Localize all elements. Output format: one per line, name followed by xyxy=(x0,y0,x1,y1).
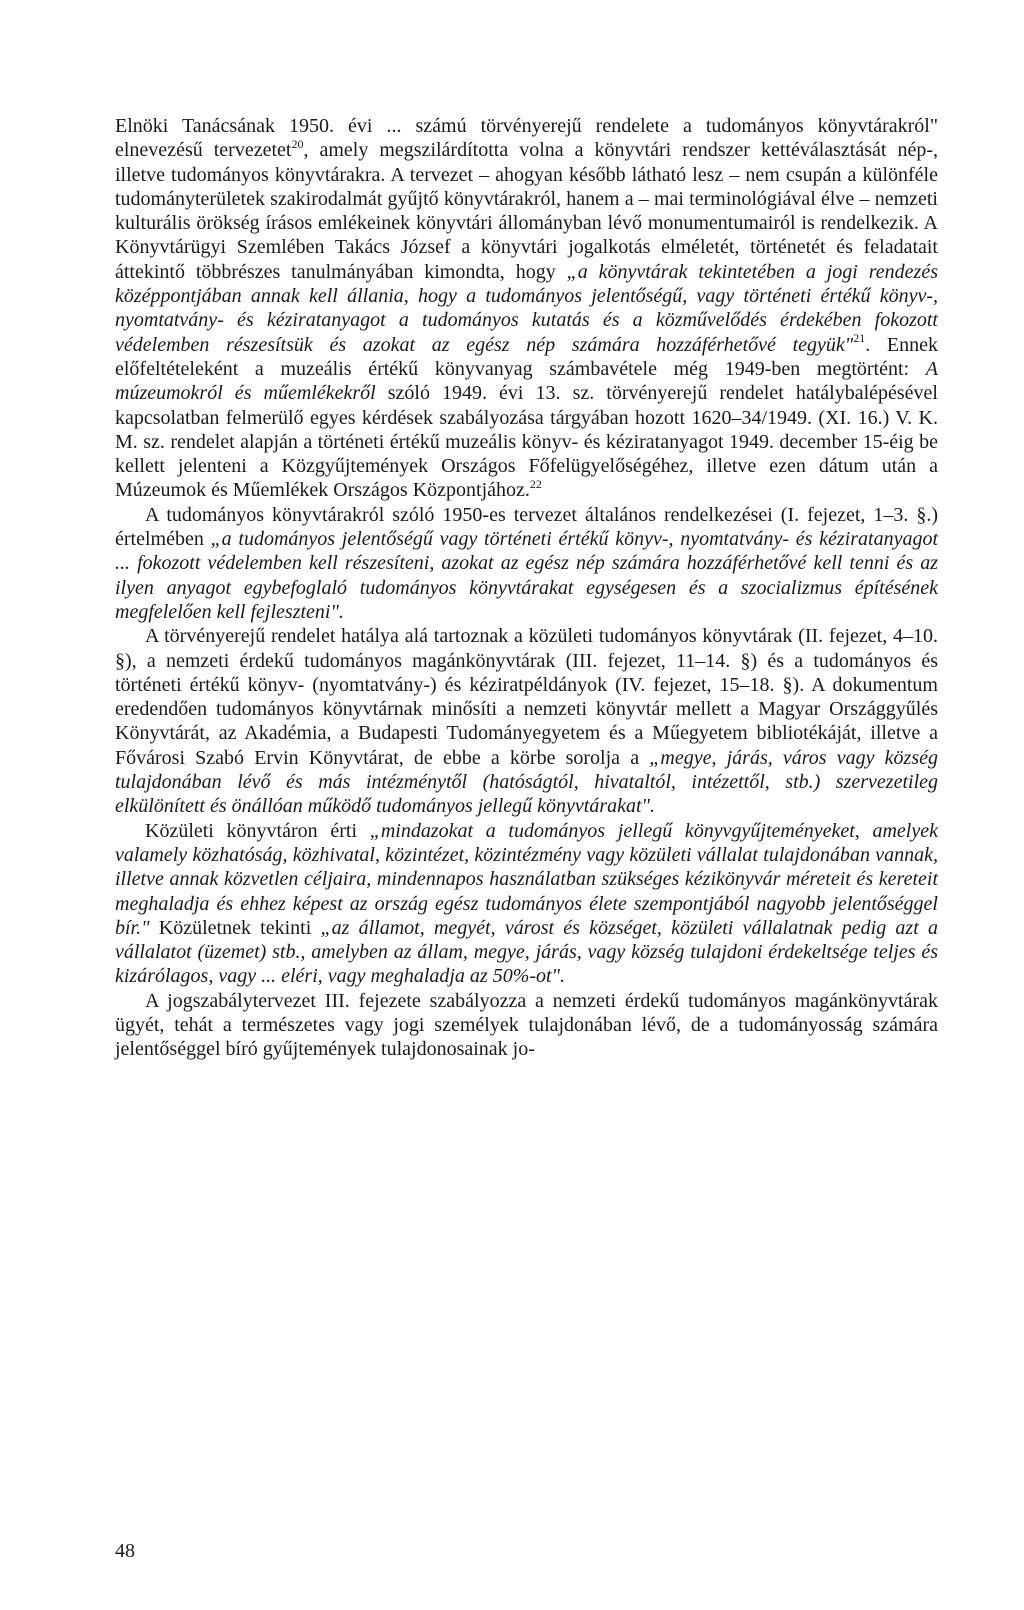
paragraph xyxy=(115,819,938,989)
text-run: . Ennek előfeltételeként a muzeális értékű könyvanyag számbavétele még 1949-ben megtörtént: xyxy=(115,333,939,380)
text-run: A tudományos könyvtárakról szóló 1950-es tervezet általános rendelkezései (I. fejezet, 1–3. §.) értelmében xyxy=(115,503,938,551)
paragraph xyxy=(115,114,938,503)
text-run: Elnöki Tanácsának 1950. évi ... számú törvényerejű rendelete a tudományos könyvtárakról" elnevezésű tervezetet xyxy=(115,115,938,162)
quoted-text: A múzeumokról és műemlékekről xyxy=(115,357,938,405)
text-run: A törvényerejű rendelet hatálya alá tartoznak a közületi tudományos könyvtárak (II. fejezet, 4–10. §), a nemzeti érdekű tudományos magánkönyvtárak (III. fejezet, 11–14. §) és a tudományos és történeti értékű könyv- (nyomtatvány-) és kéziratpéldányok (IV. fejezet, 15–18. §). A dokumentum eredendően tudományos könyvtárnak minősíti a nemzeti könyvtár mellett a Magyar Országgyűlés Könyvtárát, az Akadémia, a Budapesti Tudományegyetem és a Műegyetem bibliotékáját, illetve a Fővárosi Szabó Ervin Könyvtárat, de ebbe a körbe sorolja a xyxy=(115,625,938,769)
quoted-text: „az államot, megyét, várost és községet, közületi vállalatnak pedig azt a vállalatot (üzemet) stb., amelyben az állam, megye, járás, vagy község tulajdoni érdekeltsége teljes és kizárólagos, vagy ... eléri, vagy meghaladja az 50%-ot". xyxy=(115,916,938,988)
text-run: , amely megszilárdította volna a könyvtári rendszer kettéválasztását nép-, illetve tudományos könyvtárakra. A tervezet – ahogyan később látható lesz – nem csupán a különféle tudományterületek szakirodalmát gyűjtő könyvtárakról, hanem a – mai terminológiával élve – nemzeti kulturális örökség írásos emlékeinek könyvtári állományban lévő monumentumairól is rendelkezik. A Könyvtárügyi Szemlében Takács József a könyvtári jogalkotás elméletét, történetét és feladatait áttekintő többrészes tanulmányában kimondta, hogy xyxy=(115,139,938,283)
footnote-reference: 20 xyxy=(291,136,304,151)
paragraph xyxy=(115,989,938,1062)
text-run: A jogszabálytervezet III. fejezete szabályozza a nemzeti érdekű tudományos magánkönyvtárak ügyét, tehát a természetes vagy jogi személyek tulajdonában lévő, de a tudományosság számára jelentőséggel bíró gyűjtemények tulajdonosainak jo- xyxy=(115,989,938,1061)
text-run: Közületi könyvtáron érti xyxy=(145,819,370,842)
paragraph xyxy=(115,503,938,624)
quoted-text: „a könyvtárak tekintetében a jogi rendezés középpontjában annak kell állania, hogy a tudományos jelentőségű, vagy történeti értékű könyv-, nyomtatvány- és kéziratanyagot a tudományos kutatás és a közművelődés érdekében fokozott védelemben részesítsük és azokat az egész nép számára hozzáférhetővé tegyük" xyxy=(115,260,938,356)
text-run: szóló 1949. évi 13. sz. törvényerejű rendelet hatálybalépésével kapcsolatban felmerülő egyes kérdések szabályozása tárgyában hozott 1620–34/1949. (XI. 16.) V. K. M. sz. rendelet alapján a történeti értékű muzeális könyv- és kéziratanyagot 1949. december 15-éig be kellett jelenteni a Közgyűjtemények Országos Főfelügyelőségéhez, illetve ezen dátum után a Múzeumok és Műemlékek Országos Központjához. xyxy=(115,382,938,502)
footnote-reference: 21 xyxy=(853,331,866,346)
body-text xyxy=(115,114,938,1062)
quoted-text: „megye, járás, város vagy község tulajdonában lévő és más intézménytől (hatóságtól, hivataltól, intézettől, stb.) szervezetileg elkülönített és önállóan működő tudományos jellegű könyvtárakat". xyxy=(115,746,938,818)
page-number: 48 xyxy=(115,1540,135,1562)
quoted-text: „mindazokat a tudományos jellegű könyvgyűjteményeket, amelyek valamely közhatóság, közhivatal, közintézet, közintézmény vagy közületi vállalat tulajdonában vannak, illetve annak közvetlen céljaira, mindennapos használatban szükséges kézikönyvár méreteit és kereteit meghaladja és ehhez képest az ország egész tudományos élete szempontjából nagyobb jelentőséggel bír." xyxy=(115,819,938,939)
text-run: Közületnek tekinti xyxy=(149,916,321,939)
footnote-reference: 22 xyxy=(529,476,542,491)
paragraph xyxy=(115,624,938,818)
quoted-text: „a tudományos jelentőségű vagy történeti értékű könyv-, nyomtatvány- és kéziratanyagot ... fokozott védelemben kell részesíteni, azokat az egész nép számára hozzáférhetővé kell tenni és az ilyen anyagot egybefoglaló tudományos könyvtárakat egységesen és a szocializmus építésének megfelelően kell fejleszteni". xyxy=(115,528,938,623)
